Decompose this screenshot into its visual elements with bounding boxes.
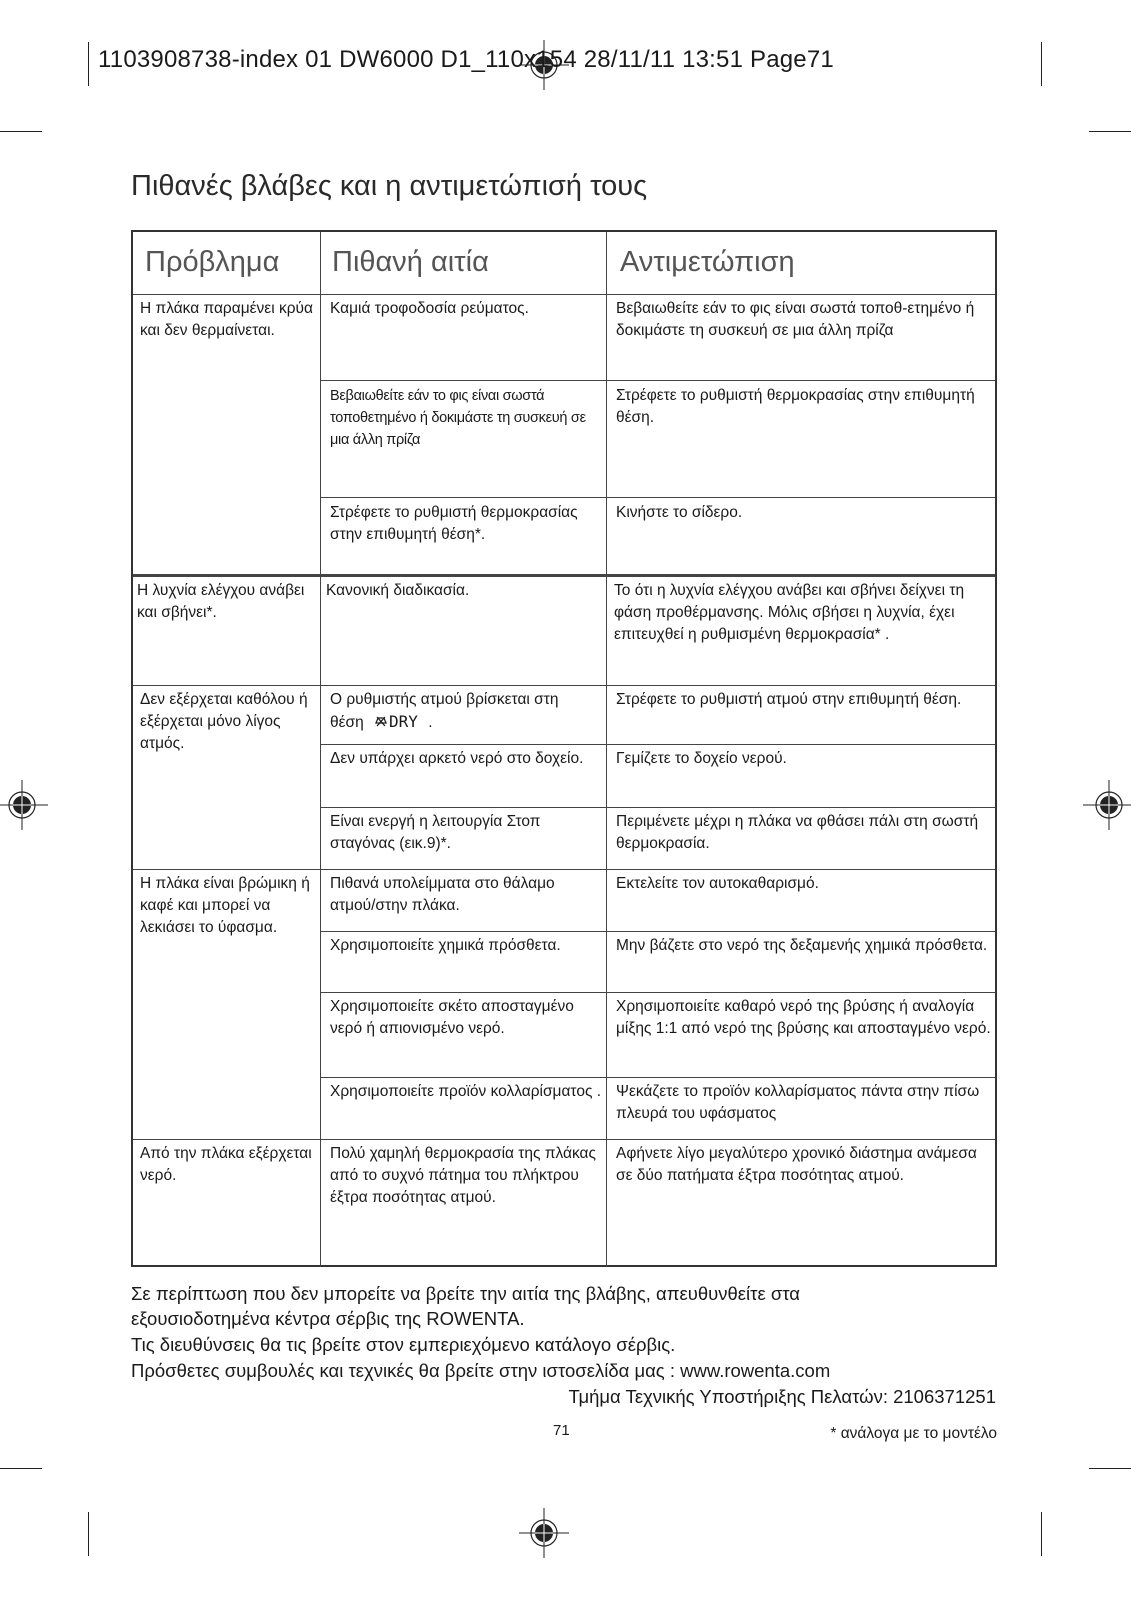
crop-mark (88, 42, 89, 86)
solution-cell: Στρέφετε το ρυθμιστή θερμοκρασίας στην επιθυμητή θέση. (616, 387, 975, 426)
cause-line: Ο ρυθμιστής ατμού βρίσκεται στη (330, 691, 559, 708)
registration-target-icon (0, 780, 48, 830)
crop-mark (1041, 42, 1042, 86)
page-title: Πιθανές βλάβες και η αντιμετώπισή τους (131, 170, 648, 202)
row-divider (133, 1139, 995, 1140)
steam-dry-icon (373, 713, 389, 736)
solution-cell: Χρησιμοποιείτε καθαρό νερό της βρύσης ή αναλογία μίξης 1:1 από νερό της βρύσης και αποσταγμένο νερό. (616, 998, 991, 1037)
row-divider (133, 869, 995, 870)
cause-cell: Πολύ χαμηλή θερμοκρασία της πλάκας από το συχνό πάτημα του πλήκτρου έξτρα ποσότητας ατμού. (330, 1145, 596, 1206)
cause-cell: Χρησιμοποιείτε σκέτο αποσταγμένο νερό ή απιονισμένο νερό. (330, 998, 574, 1037)
solution-cell: Ψεκάζετε το προϊόν κολλαρίσματος πάντα στην πίσω πλευρά του υφάσματος (616, 1083, 980, 1122)
troubleshooting-table (131, 230, 997, 1267)
footer-line: Τις διευθύνσεις θα τις βρείτε στον εμπεριεχόμενο κατάλογο σέρβις. (131, 1334, 676, 1355)
crop-mark (0, 1468, 42, 1469)
solution-cell: Στρέφετε το ρυθμιστή ατμού στην επιθυμητή θέση. (616, 691, 962, 708)
problem-cell: Η λυχνία ελέγχου ανάβει και σβήνει*. (137, 582, 305, 621)
registration-target-icon (519, 1508, 569, 1558)
solution-cell: Βεβαιωθείτε εάν το φις είναι σωστά τοποθ-ετημένο ή δοκιμάστε τη συσκευή σε μια άλλη πρίζα (616, 300, 975, 339)
column-divider (606, 232, 607, 1267)
row-divider (320, 992, 995, 993)
cause-cell: Χρησιμοποιείτε χημικά πρόσθετα. (330, 937, 561, 954)
header-divider (133, 294, 995, 295)
support-phone: Τμήμα Τεχνικής Υποστήριξης Πελατών: 2106371251 (568, 1386, 996, 1407)
solution-cell: Το ότι η λυχνία ελέγχου ανάβει και σβήνει δείχνει τη φάση προθέρμανσης. Μόλις σβήσει η λυχνία, έχει επιτευχθεί η ρυθμισμένη θερμοκρασία* . (614, 582, 965, 643)
crop-mark (1089, 131, 1131, 132)
row-divider (320, 1077, 995, 1078)
row-divider (133, 685, 995, 686)
cause-cell: Χρησιμοποιείτε προϊόν κολλαρίσματος . (330, 1083, 602, 1100)
cause-cell: Δεν υπάρχει αρκετό νερό στο δοχείο. (330, 750, 584, 767)
crop-mark (1089, 1468, 1131, 1469)
problem-cell: Από την πλάκα εξέρχεται νερό. (140, 1145, 312, 1184)
model-note: * ανάλογα με το μοντέλο (830, 1425, 997, 1442)
crop-mark (88, 1512, 89, 1556)
problem-cell: Η πλάκα παραμένει κρύα και δεν θερμαίνεται. (140, 300, 313, 339)
crop-mark (1041, 1512, 1042, 1556)
problem-cell: Η πλάκα είναι βρώμικη ή καφέ και μπορεί να λεκιάσει το ύφασμα. (140, 875, 310, 936)
cause-cell: Πιθανά υπολείμματα στο θάλαμο ατμού/στην πλάκα. (330, 875, 555, 914)
dry-setting-label: DRY (389, 712, 418, 731)
column-divider (320, 232, 321, 1267)
cause-cell: Καμιά τροφοδοσία ρεύματος. (330, 300, 529, 317)
solution-cell: Εκτελείτε τον αυτοκαθαρισμό. (616, 875, 819, 892)
solution-cell: Κινήστε το σίδερο. (616, 504, 743, 521)
cause-cell: Βεβαιωθείτε εάν το φις είναι σωστά τοποθετημένο ή δοκιμάστε τη συσκευή σε μια άλλη πρίζα (330, 388, 586, 448)
registration-target-icon (1083, 780, 1131, 830)
header-problem: Πρόβλημα (145, 246, 280, 278)
section-divider (133, 574, 995, 577)
cause-position-label: θέση (330, 714, 364, 731)
row-divider (320, 807, 995, 808)
solution-cell: Μην βάζετε στο νερό της δεξαμενής χημικά πρόσθετα. (616, 937, 988, 954)
footer-line: Πρόσθετες συμβουλές και τεχνικές θα βρείτε στην ιστοσελίδα μας : www.rowenta.com (131, 1360, 831, 1381)
solution-cell: Γεμίζετε το δοχείο νερού. (616, 750, 787, 767)
footer-line: Σε περίπτωση που δεν μπορείτε να βρείτε την αιτία της βλάβης, απευθυνθείτε στα (131, 1283, 800, 1304)
page-number: 71 (553, 1422, 570, 1439)
cause-cell: Κανονική διαδικασία. (326, 582, 470, 599)
cause-line (330, 711, 606, 736)
problem-cell: Δεν εξέρχεται καθόλου ή εξέρχεται μόνο λίγος ατμός. (140, 691, 308, 752)
cause-cell: Είναι ενεργή η λειτουργία Στοπ σταγόνας (εικ.9)*. (330, 813, 541, 852)
header-solution: Αντιμετώπιση (620, 246, 795, 278)
crop-mark (0, 131, 42, 132)
cause-line-end: . (428, 714, 433, 731)
row-divider (320, 380, 995, 381)
solution-cell: Περιμένετε μέχρι η πλάκα να φθάσει πάλι στη σωστή θερμοκρασία. (616, 813, 979, 852)
cause-cell: Στρέφετε το ρυθμιστή θερμοκρασίας στην επιθυμητή θέση*. (330, 504, 578, 543)
printer-slug-line: 1103908738-index 01 DW6000 D1_110x154 28/11/11 13:51 Page71 (98, 46, 834, 73)
header-cause: Πιθανή αιτία (332, 246, 489, 278)
solution-cell: Αφήνετε λίγο μεγαλύτερο χρονικό διάστημα ανάμεσα σε δύο πατήματα έξτρα ποσότητας ατμού. (616, 1145, 977, 1184)
footer-line: εξουσιοδοτημένα κέντρα σέρβις της ROWENTA. (131, 1308, 525, 1329)
row-divider (320, 497, 995, 498)
cause-cell (330, 689, 606, 736)
row-divider (320, 744, 995, 745)
row-divider (320, 931, 995, 932)
